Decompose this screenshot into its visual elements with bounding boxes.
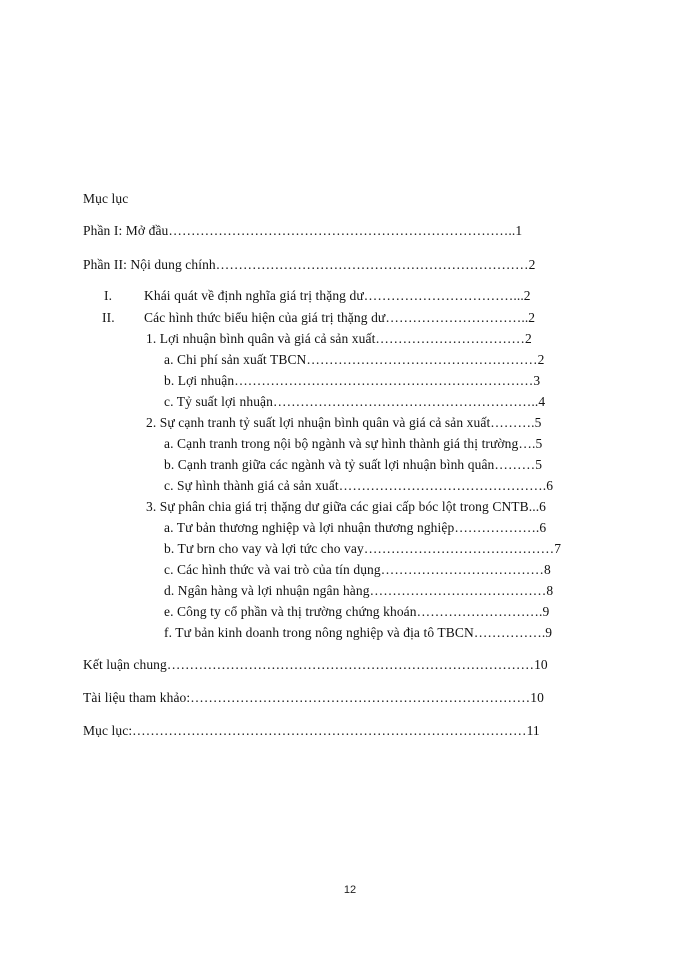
- page-number: 12: [343, 884, 357, 896]
- toc-entry-table-of-contents: Mục lục:……………………………………………………………………………11: [83, 723, 540, 738]
- toc-entry-sub1c: c. Tỷ suất lợi nhuận…………………………………………………..4: [164, 394, 546, 409]
- toc-entry-conclusion: Kết luận chung………………………………………………………………………10: [83, 657, 548, 672]
- toc-entry-sub3d: d. Ngân hàng và lợi nhuận ngân hàng…………………………………8: [164, 583, 554, 598]
- toc-section-number: I.: [104, 288, 113, 303]
- toc-entry-sub3b: b. Tư brn cho vay và lợi tức cho vay……………………………………7: [164, 541, 562, 556]
- toc-entry-sub3: 3. Sự phân chia giá trị thặng dư giữa các giai cấp bóc lột trong CNTB...6: [146, 499, 547, 514]
- toc-entry-section1: Khái quát về định nghĩa giá trị thặng dư……………………………...2: [144, 288, 531, 303]
- toc-entry-sub3a: a. Tư bản thương nghiệp và lợi nhuận thương nghiệp……………….6: [164, 520, 547, 535]
- toc-entry-sub2c: c. Sự hình thành giá cả sản xuất……………………………………….6: [164, 478, 554, 493]
- toc-title: Mục lục: [83, 191, 129, 206]
- toc-entry-part1: Phần I: Mở đầu…………………………………………………………………..1: [83, 223, 523, 238]
- toc-entry-section2: Các hình thức biểu hiện của giá trị thặng dư…………………………..2: [144, 310, 536, 325]
- toc-entry-references: Tài liệu tham khảo:…………………………………………………………………10: [83, 690, 544, 705]
- toc-entry-sub1: 1. Lợi nhuận bình quân và giá cả sản xuất……………………………2: [146, 331, 532, 346]
- toc-entry-sub3c: c. Các hình thức và vai trò của tín dụng………………………………8: [164, 562, 551, 577]
- toc-entry-sub2a: a. Cạnh tranh trong nội bộ ngành và sự hình thành giá thị trường….5: [164, 436, 543, 451]
- toc-entry-sub1b: b. Lợi nhuận…………………………………………………………3: [164, 373, 541, 388]
- toc-entry-part2: Phần II: Nội dung chính……………………………………………………………2: [83, 257, 536, 272]
- toc-entry-sub2: 2. Sự cạnh tranh tỷ suất lợi nhuận bình quân và giá cả sản xuất……….5: [146, 415, 542, 430]
- toc-entry-sub3f: f. Tư bản kinh doanh trong nông nghiệp và địa tô TBCN…………….9: [164, 625, 553, 640]
- toc-entry-sub2b: b. Cạnh tranh giữa các ngành và tỷ suất lợi nhuận bình quân………5: [164, 457, 543, 472]
- toc-section-number: II.: [102, 310, 115, 325]
- toc-entry-sub3e: e. Công ty cổ phần và thị trường chứng khoán……………………….9: [164, 604, 550, 619]
- toc-entry-sub1a: a. Chi phí sản xuất TBCN……………………………………………2: [164, 352, 545, 367]
